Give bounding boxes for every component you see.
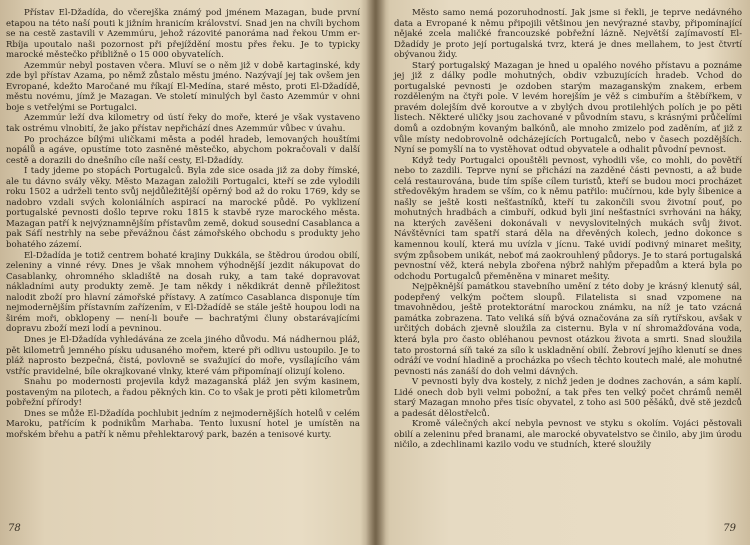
paragraph: Přístav El-Džadída, do včerejška známý pod jménem Mazagan, bude první etapou na této naší pouti k jižním hranicím království. Snad jen na chvíli bychom se na cestě zastavili v Azemmúru, jehož rázovité panoráma nad řekou Umm er-Rbíja upoutalo naši pozornost při přejíždění mostu přes řeku. Je to typicky marocké městečko přibližně o 15 000 obyvatelích. (6, 8, 360, 61)
page-number: 79 (723, 523, 736, 535)
left-page (6, 8, 360, 535)
paragraph: Když tedy Portugalci opouštěli pevnost, vyhodili vše, co mohli, do povětří nebo to zazdili. Teprve nyní se přichází na zazděné části pevnosti, a až bude celá restaurována, bude tím spíše cílem turistů, kteří se budou moci procházet středověkým hradem se vším, co k němu patřilo: mučírnou, kde byly šibenice a našly se ještě kosti nešťastníků, kteří tu zakončili svou životní pouť, po mohutných hradbách a cimbuří, odkud byli jiní nešťastníci svrhováni na háky, na kterých zavěšeni dokonávali v nevyslovitelných mukách svůj život. Návštěvníci tam spatří stará děla na dřevěných kolech, jedno dokonce s kamennou koulí, která mu uvízla v jícnu. Také uvidí podivný minaret mešity, svým způsobem unikát, neboť má zaokrouhlený půdorys. Je to stará portugalská pevnostní věž, která nebyla zbořena nýbrž nahlým přepadům a která byla po odchodu Portugalců přeměněna v minaret mešity. (394, 155, 742, 282)
paragraph: Starý portugalský Mazagan je hned u opalého nového přístavu a poznáme jej již z dálky podle mohutných, obdiv vzbuzujících hradeb. Vchod do portugalské pevnosti je ozdoben starým mazaganským znakem, erbem rozděleným na čtyři pole. V levém horejším je věž s cimbuřím a štěbířkem, v pravém dolejším dvě koroutve a v zbylých dvou protilehlých polích je po pěti listech. Některé uličky jsou zachované v původním stavu, s krásnými průčelími domů a ozdobným kovaným balkónů, ale mnoho zmizelo pod zaděním, ať již z vůle místy nedobrovolně odcházejících Portugalců, nebo v časech pozdějších. Nyní se pomyšlí na to vystěhovat odtud obyvatele a odhalit původní pevnost. (394, 60, 742, 156)
paragraph: Dnes se může El-Džadída pochlubit jedním z nejmodernějších hotelů v celém Maroku, patřícím k podnikům Marhaba. Tento luxusní hotel je umístěn na mořském břehu a patří k němu přehlektarový park, bazén a tenisové kurty. (6, 408, 360, 440)
paragraph: V pevnosti byly dva kostely, z nichž jeden je dodnes zachován, a sám kaplí. Lidé onech dob byli velmi pobožní, a tak přes ten velký počet chrámů neměl starý Mazagan mnoho přes tisíc obyvatel, z toho asi 500 pěšáků, dvě stě jezdců a padesát dělostřelců. (394, 377, 742, 419)
paragraph: Město samo nemá pozoruhodností. Jak jsme si řekli, je teprve nedávného data a Evropané k němu připojili většinou jen nevýrazné stavby, připomínající nějaké zcela maličké francouzské pobřežní lázně. Největší zajímavostí El-Džadídy je proto její portugalská tvrz, která je dnes mellahem, to jest čtvrtí obývanou židy. (394, 8, 742, 61)
page-number: 78 (8, 523, 21, 535)
book-gutter (366, 0, 386, 545)
paragraph: Dnes je El-Džadída vyhledávána ze zcela jiného důvodu. Má nádhernou pláž, pět kilometrů jemného písku udusaného mořem, které při odlivu ustoupilo. Je to pláž naprosto bezpečná, čistá, povlovně se svažující do moře, vysílajícího vám vstříc pravidelné, bíle okrajkované vlnky, které vám připomínají olizují koleno. (6, 334, 360, 377)
paragraph: Azemmúr nebyl postaven včera. Mluví se o něm již v době kartaginské, kdy zde byl přístav Azama, po němž zůstalo městu jméno. Nazývají jej tak ovšem jen Evropané, kdežto Maročané mu říkají El-Medína, staré město, proti El-Džadídě, městu novému, jímž je Mazagan. Ve století minulých byl často Azemmúr v ohni boje s vetřelými se Portugalci. (6, 60, 360, 113)
paragraph: Po procházce bílými uličkami města a podél hradeb, lemovaných houštími nopálů a agáve, opustíme toto zasněné městečko, abychom pokračovali v další cestě a dorazili do dnešního cíle naší cesty, El-Džadídy. (6, 134, 360, 166)
right-page (394, 8, 742, 535)
paragraph: Kromě válečných akcí nebyla pevnost ve styku s okolím. Vojáci pěstovali obilí a zeleninu před branami, ale marocké obyvatelstvo se činilo, aby jim úrodu ničilo, a zdechlinami kazilo vodu ve studních, které sloužily (394, 419, 742, 451)
paragraph: Snahu po modernosti projevila když mazaganská pláž jen svým kasinem, postaveným na pilotech, a řadou pěkných kin. Co to však je proti pěti kilometrům pobřežní přírody! (6, 377, 360, 409)
paragraph: Nejpěknější památkou stavebního umění z této doby je krásný klenutý sál, podepřený velkým počtem sloupů. Filatelista si snad vzpomene na tmavohnědou, ještě protektorátní marockou známku, na níž je tato vzácná památka zobrazena. Tato veliká síň bývá označována za síň rytířskou, avšak v určitých dobách zjevně sloužila za cisternu. Byla v ní shromažďována voda, která byla pro často obléhanou pevnost otázkou života a smrti. Snad sloužila tato prostorná síň také za sílo k uskladnění obilí. Žebroví jejího klenutí se dnes odráží ve vodní hladině a procházka po všech těchto koutech malé, ale mohutné pevnosti nás zanáší do doh velmi dávných. (394, 282, 742, 377)
paragraph: I tady jdeme po stopách Portugalců. Byla zde sice osada již za doby římské, ale tu dávno svály věky. Město Mazagan založili Portugalci, kteří se zde vylodili roku 1502 a udrželi tento svůj nejdůležitější opěrný bod až do roku 1769, kdy se nadobro vzdali svých koloniálních aspirací na marocké půdě. Po vyklizení portugalské pevnosti došlo teprve roku 1815 k stavbě ryze marockého města. Mazagan patří k nejvýznamnějším přístavům země, dokud sousední Casablanca a pak Sáfí nestrhly na sebe převážnou část zámořského obchodu s produkty jeho bohatého zázemí. (6, 166, 360, 251)
paragraph: El-Džadída je totiž centrem bohaté krajiny Dukkála, se štědrou úrodou obilí, zeleniny a vinné révy. Dnes je však mnohem výhodnější jezdit nákupovat do Casablanky, ohromného skladiště na dosah ruky, a tam také dopravovat nákladními auty produkty země. Je tam někdy i někdikrát denně příležitost nalodit zboží pro hlavní zámořské přístavy. A zatímco Casablanca disponuje tím nejmodernějším přístavním zařízením, v El-Džadídě se stále ještě houpou lodi na širém moři, obklopeny — není-li bouře — bachratými čluny obstarávajícími dopravu zboží mezi lodí a pevninou. (6, 250, 360, 335)
paragraph: Azemmúr leží dva kilometry od ústí řeky do moře, které je však vystaveno tak ostrému vlnobití, že jako přístav nepřichází dnes Azemmúr vůbec v úvahu. (6, 113, 360, 135)
